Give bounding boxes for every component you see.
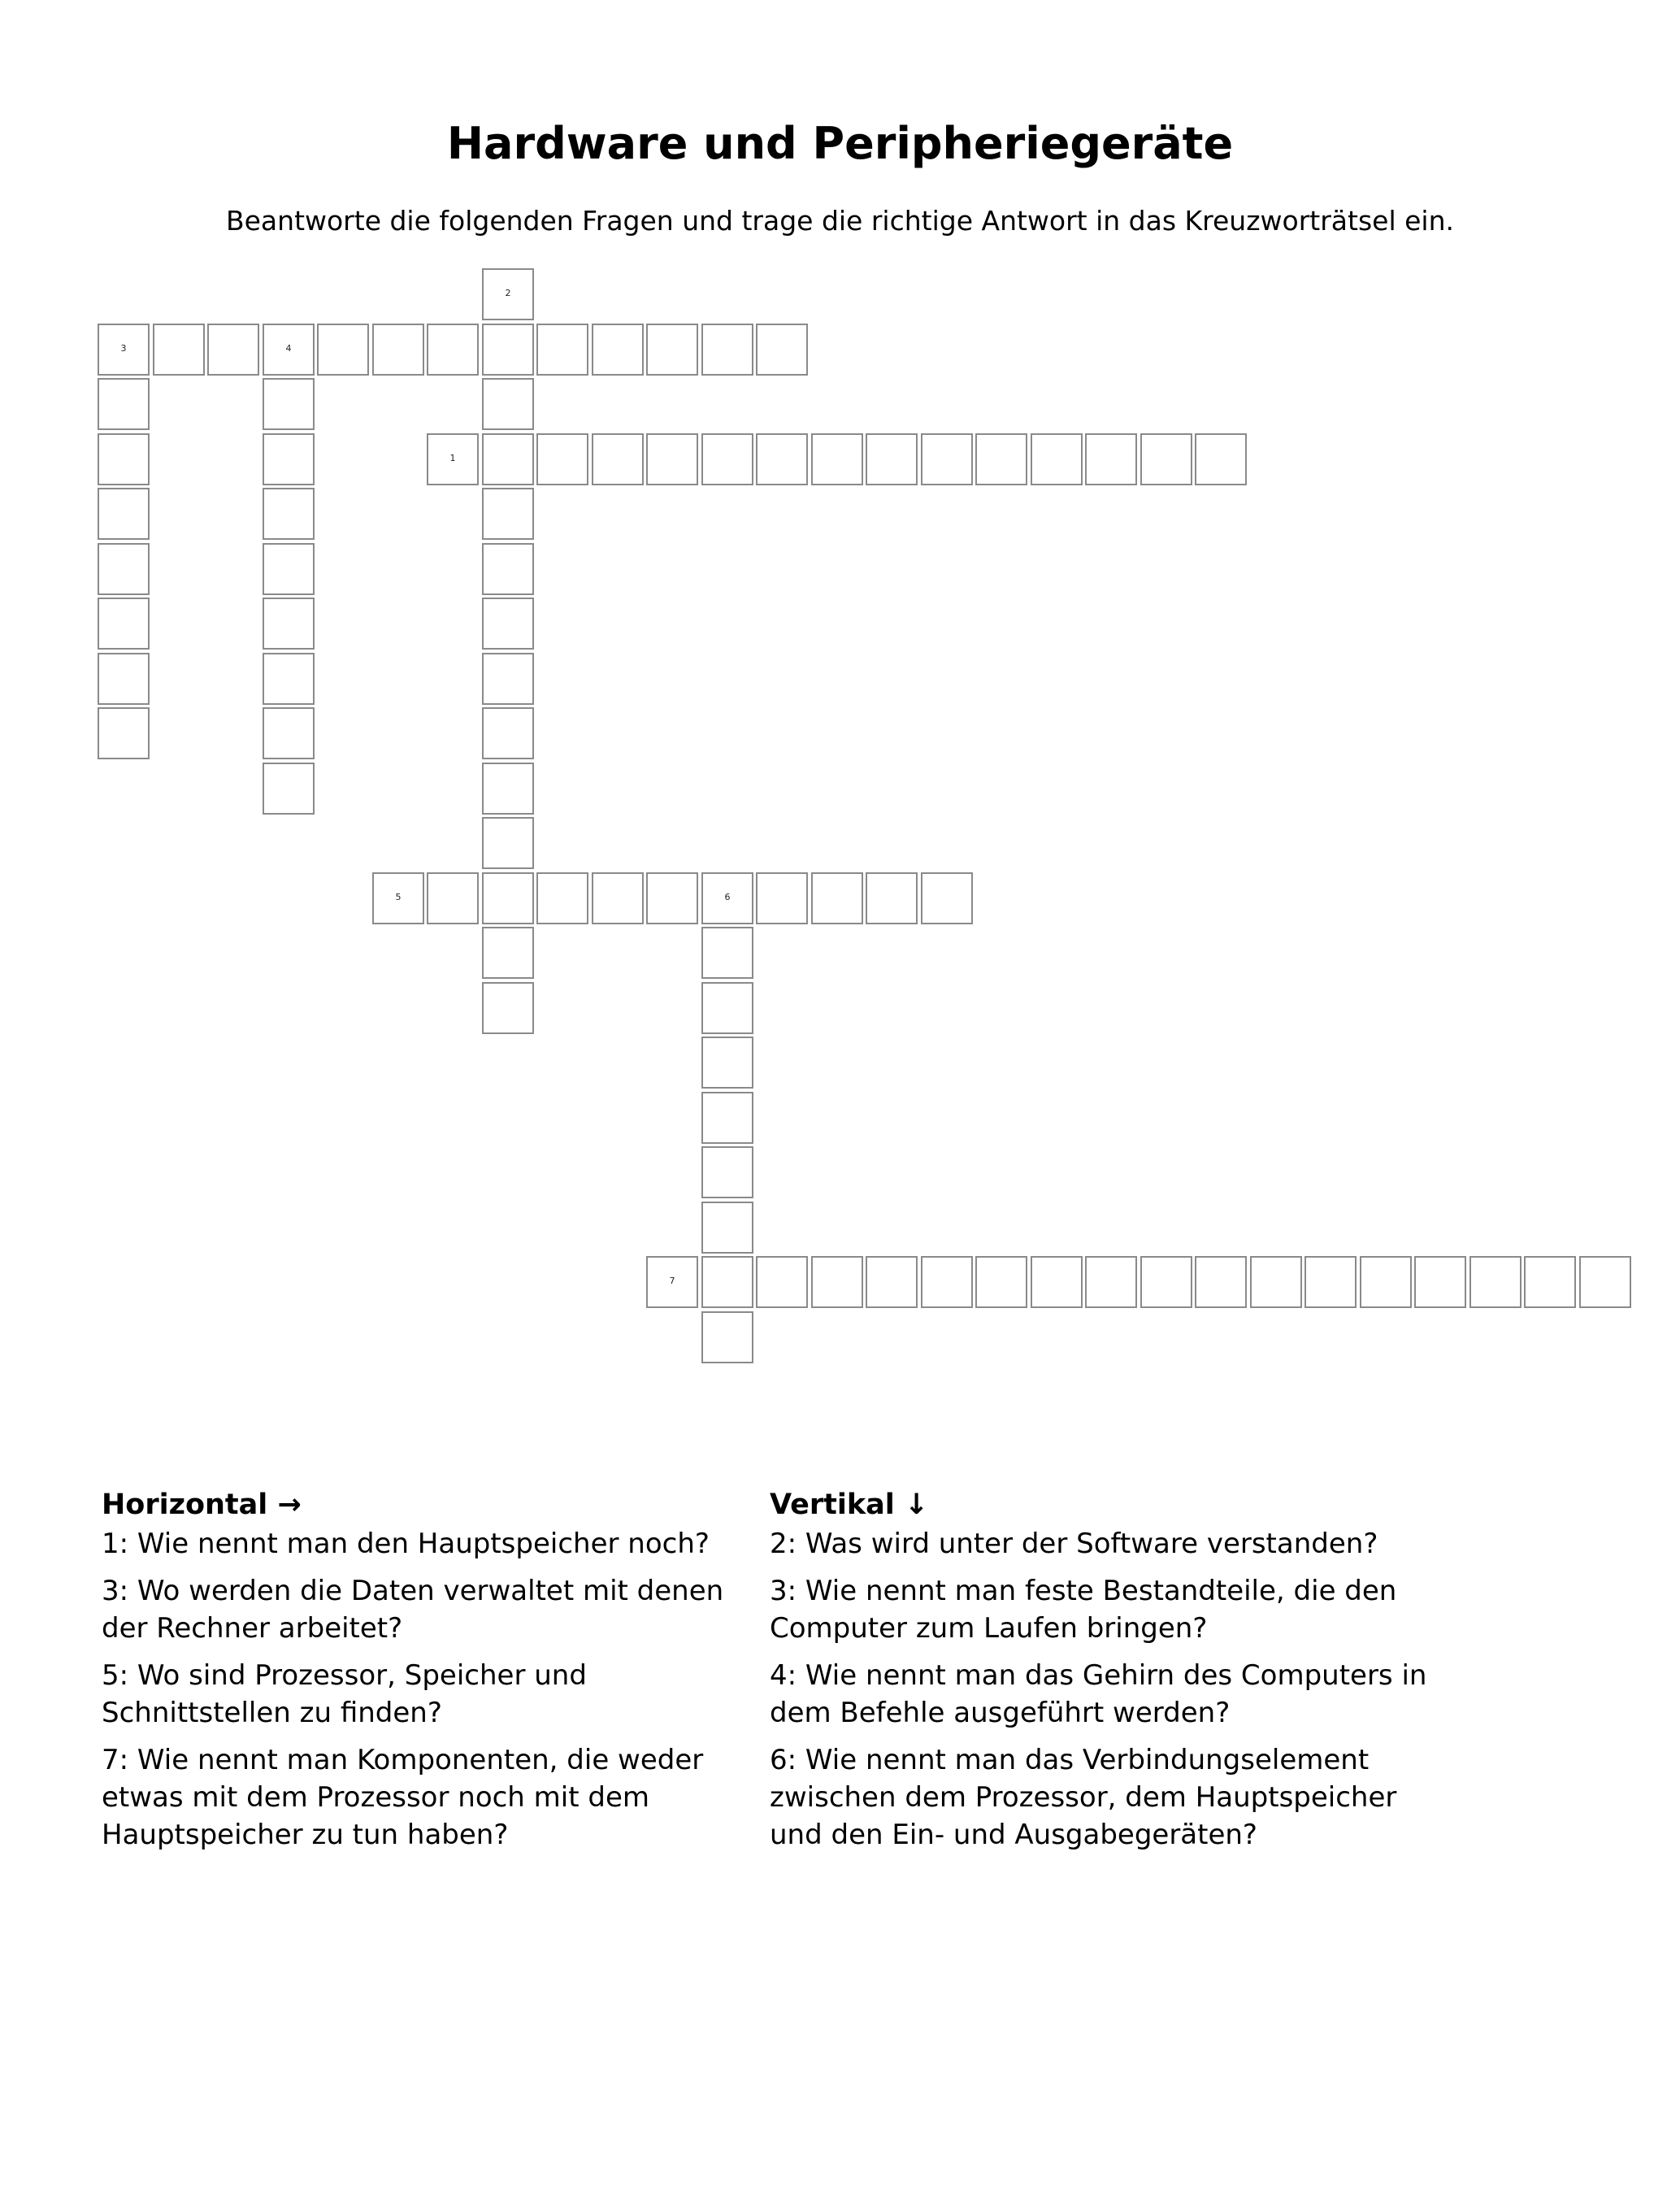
crossword-cell[interactable] [98,488,150,540]
clue-across-7: 7: Wie nennt man Komponenten, die weder etwas mit dem Prozessor noch mit dem Hauptspeicher zu tun haben? [102,1744,704,1851]
crossword-cell[interactable] [482,324,534,376]
crossword-cell[interactable] [1524,1256,1576,1308]
crossword-cell[interactable] [592,324,644,376]
crossword-cell[interactable] [1031,1256,1083,1308]
crossword-cell[interactable] [866,433,918,485]
crossword-cell[interactable] [701,982,753,1034]
crossword-cell[interactable] [921,1256,973,1308]
crossword-cell[interactable] [1579,1256,1631,1308]
crossword-cell[interactable] [592,433,644,485]
crossword-cell[interactable] [482,488,534,540]
crossword-cell[interactable] [921,872,973,924]
crossword-cell[interactable] [263,707,315,759]
crossword-cell[interactable] [811,872,863,924]
crossword-cell[interactable] [1195,1256,1247,1308]
crossword-cell[interactable] [153,324,205,376]
crossword-cell[interactable] [701,1256,753,1308]
clues-down [770,1486,1436,1863]
clue-number: 7 [669,1276,675,1286]
crossword-cell[interactable] [1031,433,1083,485]
crossword-cell[interactable] [701,1311,753,1363]
crossword-cell[interactable] [1250,1256,1302,1308]
crossword-cell[interactable] [701,927,753,979]
crossword-cell[interactable] [1469,1256,1522,1308]
crossword-cell[interactable] [811,433,863,485]
crossword-cell[interactable] [482,653,534,705]
instructions: Beantworte die folgenden Fragen und trage die richtige Antwort in das Kreuzworträtsel ein. [225,205,1454,237]
clue-across-3: 3: Wo werden die Daten verwaltet mit denen der Rechner arbeitet? [102,1575,724,1645]
crossword-cell[interactable] [98,707,150,759]
crossword-cell[interactable] [482,543,534,595]
crossword-cell[interactable] [536,872,588,924]
crossword-cell[interactable] [866,872,918,924]
crossword-cell[interactable] [263,324,315,376]
crossword-cell[interactable] [921,433,973,485]
crossword-cell[interactable] [372,872,424,924]
clue-down-2: 2: Was wird unter der Software verstanden? [770,1528,1378,1560]
crossword-cell[interactable] [701,1146,753,1198]
crossword-cell[interactable] [98,543,150,595]
crossword-cell[interactable] [482,763,534,815]
clue-down-6: 6: Wie nennt man das Verbindungselement zwischen dem Prozessor, dem Hauptspeicher und den Ein- und Ausgabegeräten? [770,1744,1397,1851]
crossword-cell[interactable] [701,1202,753,1254]
crossword-cell[interactable] [98,598,150,650]
crossword-cell[interactable] [482,707,534,759]
crossword-cell[interactable] [975,1256,1027,1308]
crossword-cell[interactable] [536,324,588,376]
crossword-cell[interactable] [482,378,534,430]
crossword-cell[interactable] [1085,1256,1137,1308]
crossword-cell[interactable] [866,1256,918,1308]
crossword-cell[interactable] [98,653,150,705]
crossword-cell[interactable] [427,872,479,924]
crossword-cell[interactable] [482,872,534,924]
crossword-cell[interactable] [756,872,808,924]
crossword-cell[interactable] [263,653,315,705]
clue-number: 5 [395,892,402,902]
crossword-cell[interactable] [701,324,753,376]
crossword-cell[interactable] [263,488,315,540]
crossword-cell[interactable] [98,324,150,376]
clues-across [102,1486,768,1863]
crossword-cell[interactable] [263,763,315,815]
crossword-cell[interactable] [1414,1256,1466,1308]
crossword-cell[interactable] [482,433,534,485]
crossword-cell[interactable] [756,1256,808,1308]
crossword-cell[interactable] [263,378,315,430]
crossword-cell[interactable] [263,543,315,595]
clue-down-4: 4: Wie nennt man das Gehirn des Computers in dem Befehle ausgeführt werden? [770,1659,1427,1729]
crossword-cell[interactable] [207,324,259,376]
clue-number: 3 [120,343,127,354]
crossword-cell[interactable] [98,378,150,430]
down-heading: Vertikal ↓ [770,1489,929,1521]
clue-number: 1 [449,453,456,463]
crossword-cell[interactable] [646,324,698,376]
crossword-cell[interactable] [756,433,808,485]
crossword-cell[interactable] [263,433,315,485]
crossword-cell[interactable] [482,598,534,650]
crossword-cell[interactable] [263,598,315,650]
across-heading: Horizontal → [102,1489,302,1521]
crossword-cell[interactable] [482,982,534,1034]
crossword-cell[interactable] [427,433,479,485]
crossword-cell[interactable] [975,433,1027,485]
crossword-cell[interactable] [427,324,479,376]
crossword-cell[interactable] [482,927,534,979]
crossword-cell[interactable] [701,872,753,924]
clue-across-1: 1: Wie nennt man den Hauptspeicher noch? [102,1528,710,1560]
crossword-cell[interactable] [1140,433,1192,485]
crossword-cell[interactable] [592,872,644,924]
crossword-cell[interactable] [1304,1256,1357,1308]
page-title: Hardware und Peripheriegeräte [446,118,1234,169]
clue-down-3: 3: Wie nennt man feste Bestandteile, die den Computer zum Laufen bringen? [770,1575,1397,1645]
crossword-cell[interactable] [1195,433,1247,485]
clue-across-5: 5: Wo sind Prozessor, Speicher und Schnittstellen zu finden? [102,1659,587,1729]
crossword-cell[interactable] [701,1092,753,1144]
crossword-cell[interactable] [811,1256,863,1308]
crossword-cell[interactable] [1140,1256,1192,1308]
crossword-cell[interactable] [1360,1256,1412,1308]
crossword-cell[interactable] [372,324,424,376]
crossword-cell[interactable] [98,433,150,485]
crossword-cell[interactable] [646,872,698,924]
clue-number: 2 [505,288,511,298]
clue-number: 6 [724,892,731,902]
crossword-cell[interactable] [536,433,588,485]
crossword-cell[interactable] [756,324,808,376]
crossword-cell[interactable] [701,1037,753,1089]
crossword-cell[interactable] [646,1256,698,1308]
crossword-cell[interactable] [482,817,534,869]
crossword-cell[interactable] [482,268,534,320]
crossword-cell[interactable] [1085,433,1137,485]
clue-number: 4 [285,343,292,354]
crossword-cell[interactable] [701,433,753,485]
crossword-cell[interactable] [317,324,369,376]
crossword-cell[interactable] [646,433,698,485]
